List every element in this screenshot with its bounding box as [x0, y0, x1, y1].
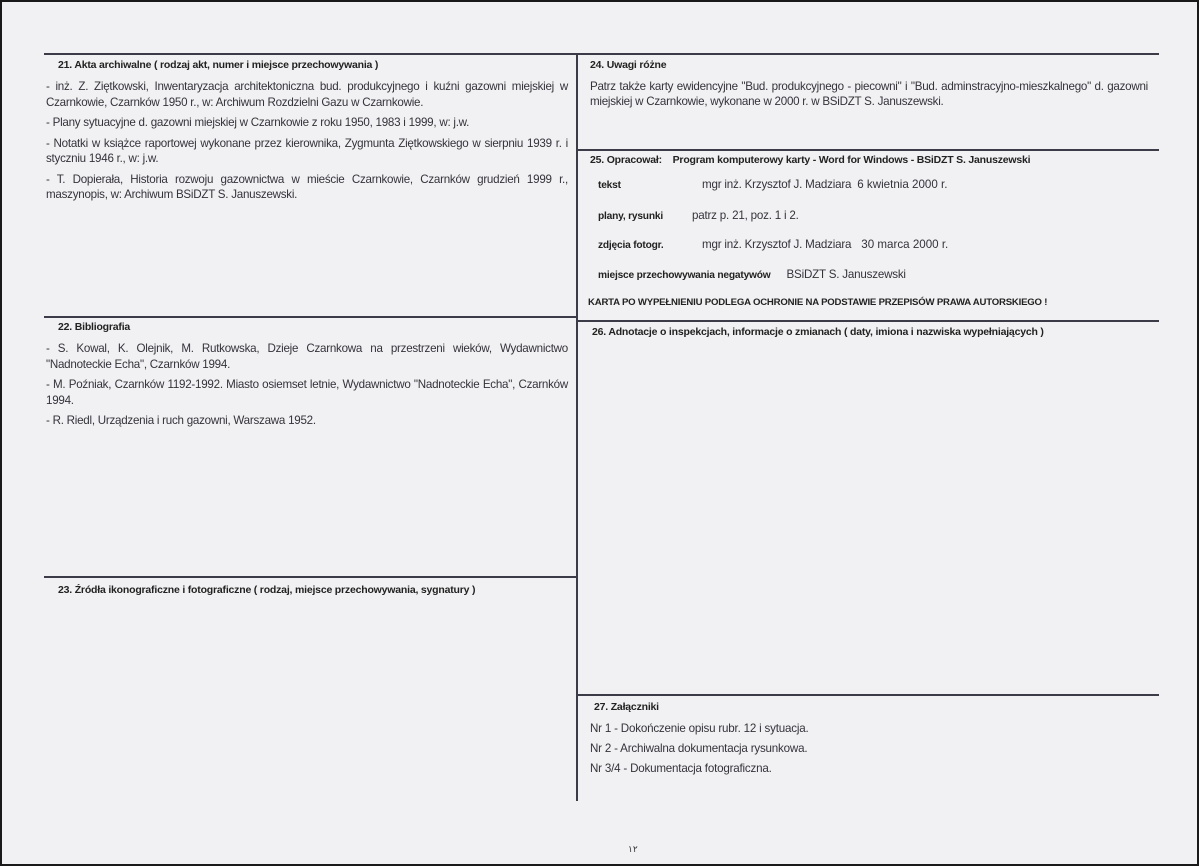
divider-center [576, 53, 578, 801]
program-info: Program komputerowy karty - Word for Windows - BSiDZT S. Januszewski [672, 154, 1031, 166]
zdjecia-label: zdjęcia fotogr. [598, 240, 664, 251]
section-25-heading: 25. Opracował: [590, 154, 662, 166]
plany-value: patrz p. 21, poz. 1 i 2. [692, 209, 799, 222]
section-annotations [592, 326, 1152, 338]
bibliography-list [46, 341, 568, 429]
divider-22 [44, 316, 577, 318]
section-prepared-by [588, 154, 1153, 318]
divider-27 [578, 694, 1159, 696]
copyright-notice: KARTA PO WYPEŁNIENIU PODLEGA OCHRONIE NA PODSTAWIE PRZEPISÓW PRAWA AUTORSKIEGO ! [588, 297, 1048, 308]
section-attachments [590, 701, 1150, 779]
divider-26 [578, 320, 1159, 322]
list-item: - M. Poźniak, Czarnków 1192-1992. Miasto osiemset letnie, Wydawnictwo "Nadnoteckie Echa", Czarnków 1994. [46, 378, 568, 407]
page-mark: ۱۲ [628, 844, 638, 854]
record-card [2, 2, 1197, 864]
attachment-item: Nr 2 - Archiwalna dokumentacja rysunkowa. [590, 742, 808, 755]
section-21-heading: 21. Akta archiwalne ( rodzaj akt, numer i miejsce przechowywania ) [58, 59, 379, 71]
negatives-row [598, 268, 906, 281]
tekst-value: mgr inż. Krzysztof J. Madziara [702, 178, 852, 191]
list-item: - R. Riedl, Urządzenia i ruch gazowni, Warszawa 1952. [46, 414, 316, 427]
list-item: - T. Dopierała, Historia rozwoju gazownictwa w mieście Czarnkowie, Czarnków grudzień 1999 r., maszynopis, w: Archiwum BSiDZT S. Januszewski. [46, 172, 568, 201]
section-24-heading: 24. Uwagi różne [590, 59, 667, 71]
text-author-row [598, 178, 948, 191]
tekst-label: tekst [598, 180, 621, 191]
drawings-row [598, 209, 799, 222]
section-bibliography [46, 321, 568, 434]
plany-label: plany, rysunki [598, 211, 663, 222]
archival-records-list [46, 79, 568, 203]
divider-top [44, 53, 1159, 55]
list-item: - S. Kowal, K. Olejnik, M. Rutkowska, Dzieje Czarnkowa na przestrzeni wieków, Wydawnictwo "Nadnoteckie Echa", Czarnków 1994. [46, 342, 568, 371]
remarks-text: Patrz także karty ewidencyjne "Bud. produkcyjnego - piecowni" i "Bud. adminstracyjno-mieszkalnego" d. gazowni miejskiej w Czarnkowie, wykonane w 2000 r. w BSiDZT S. Januszewski. [590, 80, 1148, 108]
section-25-heading-row [590, 154, 1153, 166]
negatywy-label: miejsce przechowywania negatywów [598, 270, 771, 281]
negatywy-value: BSiDZT S. Januszewski [786, 268, 906, 281]
zdjecia-date: 30 marca 2000 r. [861, 238, 949, 251]
section-27-heading: 27. Załączniki [594, 701, 659, 713]
list-item: - Notatki w książce raportowej wykonane przez kierownika, Zygmunta Ziętkowskiego w sierpniu 1939 r. i styczniu 1946 r., w: j.w. [46, 136, 568, 165]
list-item: - inż. Z. Ziętkowski, Inwentaryzacja architektoniczna bud. produkcyjnego i kuźni gazowni miejskiej w Czarnkowie, Czarnków 1950 r., w: Archiwum Rozdzielni Gazu w Czarnkowie. [46, 80, 568, 109]
section-iconographic-sources [46, 584, 568, 596]
attachment-item: Nr 3/4 - Dokumentacja fotograficzna. [590, 762, 772, 775]
section-22-heading: 22. Bibliografia [58, 321, 131, 333]
section-remarks [590, 59, 1148, 109]
list-item: - Plany sytuacyjne d. gazowni miejskiej w Czarnkowie z roku 1950, 1983 i 1999, w: j.w. [46, 116, 470, 129]
section-23-heading: 23. Źródła ikonograficzne i fotograficzne ( rodzaj, miejsce przechowywania, sygnatury ) [58, 584, 476, 596]
photos-row [598, 238, 948, 251]
tekst-date: 6 kwietnia 2000 r. [857, 178, 948, 191]
divider-25 [578, 149, 1159, 151]
divider-23 [44, 576, 577, 578]
section-archival-records [46, 59, 568, 208]
section-26-heading: 26. Adnotacje o inspekcjach, informacje o zmianach ( daty, imiona i nazwiska wypełniających ) [592, 326, 1044, 338]
zdjecia-value: mgr inż. Krzysztof J. Madziara [702, 238, 852, 251]
attachment-item: Nr 1 - Dokończenie opisu rubr. 12 i sytuacja. [590, 722, 809, 735]
